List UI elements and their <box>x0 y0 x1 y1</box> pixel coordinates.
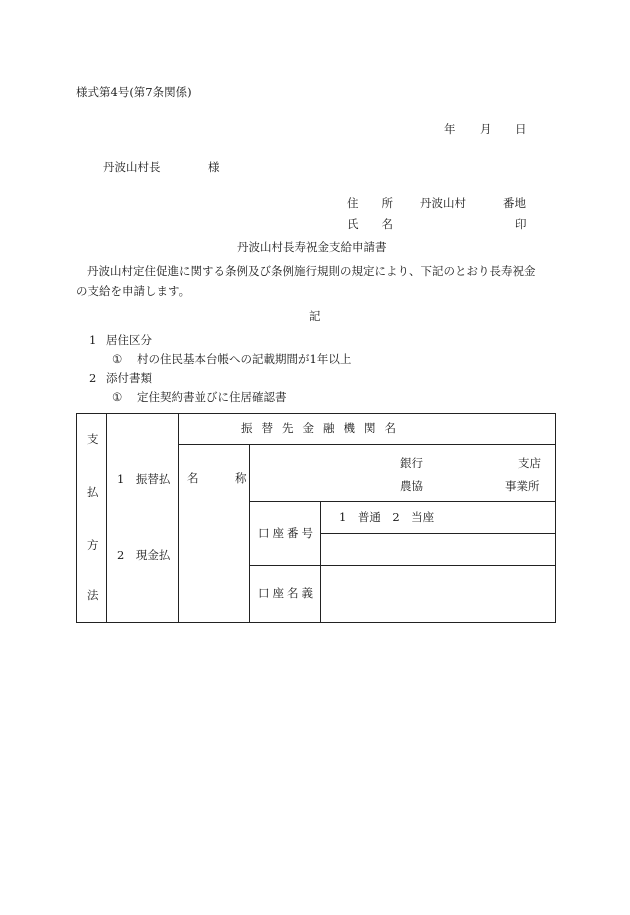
item-2-number: 2 <box>89 371 97 385</box>
document-title: 丹波山村長寿祝金支給申請書 <box>237 240 387 254</box>
item-1-sub-text: 村の住民基本台帳への記載期間が1年以上 <box>137 352 352 366</box>
transfer-header: 振替先金融機関名 <box>241 421 405 435</box>
name-label-cell <box>179 445 250 623</box>
item-1-label: 居住区分 <box>106 333 152 347</box>
method-char-3: 方 <box>87 538 99 552</box>
form-number: 様式第4号(第7条関係) <box>76 85 192 99</box>
account-name-field[interactable] <box>321 566 556 623</box>
name-label-a: 名 <box>187 471 199 485</box>
addressee-honorific: 様 <box>208 160 220 174</box>
account-types: 1 普通 2 当座 <box>339 510 435 524</box>
name-label-b: 称 <box>235 471 247 485</box>
option-cash: 2 現金払 <box>117 548 171 562</box>
bank-name-cell[interactable] <box>250 445 556 502</box>
account-type-cell[interactable] <box>321 502 556 534</box>
item-2-label: 添付書類 <box>106 371 152 385</box>
account-name-label-cell <box>250 566 321 623</box>
body-line-2: の支給を申請します。 <box>76 284 191 298</box>
item-2-sub-mark: ① <box>112 390 123 404</box>
branch-label: 支店 <box>518 456 541 470</box>
account-number-field[interactable] <box>321 534 556 566</box>
account-name-label: 口座名義 <box>258 586 316 600</box>
bank-label: 銀行 <box>400 456 423 470</box>
body-line-1: 丹波山村定住促進に関する条例及び条例施行規則の規定により、下記のとおり長寿祝金 <box>87 264 536 278</box>
agri-label: 農協 <box>400 479 423 493</box>
payment-method-vertical-label <box>77 414 107 623</box>
payment-method-table <box>76 413 556 623</box>
item-1-sub-mark: ① <box>112 352 123 366</box>
transfer-header-cell <box>179 414 556 445</box>
method-char-1: 支 <box>87 432 99 446</box>
ki-marker: 記 <box>309 309 321 323</box>
account-number-label: 口座番号 <box>258 526 316 540</box>
item-1-number: 1 <box>89 333 97 347</box>
address-banchi: 番地 <box>503 196 526 210</box>
option-transfer: 1 振替払 <box>117 472 171 486</box>
account-number-label-cell <box>250 502 321 566</box>
payment-options-cell <box>107 414 179 623</box>
item-2-sub-text: 定住契約書並びに住居確認書 <box>137 390 287 404</box>
date-month: 月 <box>480 122 492 136</box>
address-village: 丹波山村 <box>420 196 466 210</box>
date-year: 年 <box>444 122 456 136</box>
method-char-4: 法 <box>87 588 99 602</box>
seal-mark: 印 <box>515 217 527 231</box>
name-label: 氏 名 <box>347 217 393 231</box>
method-char-2: 払 <box>87 485 99 499</box>
date-day: 日 <box>515 122 527 136</box>
address-label: 住 所 <box>347 196 393 210</box>
office-label: 事業所 <box>505 479 540 493</box>
addressee-name: 丹波山村長 <box>103 160 161 174</box>
